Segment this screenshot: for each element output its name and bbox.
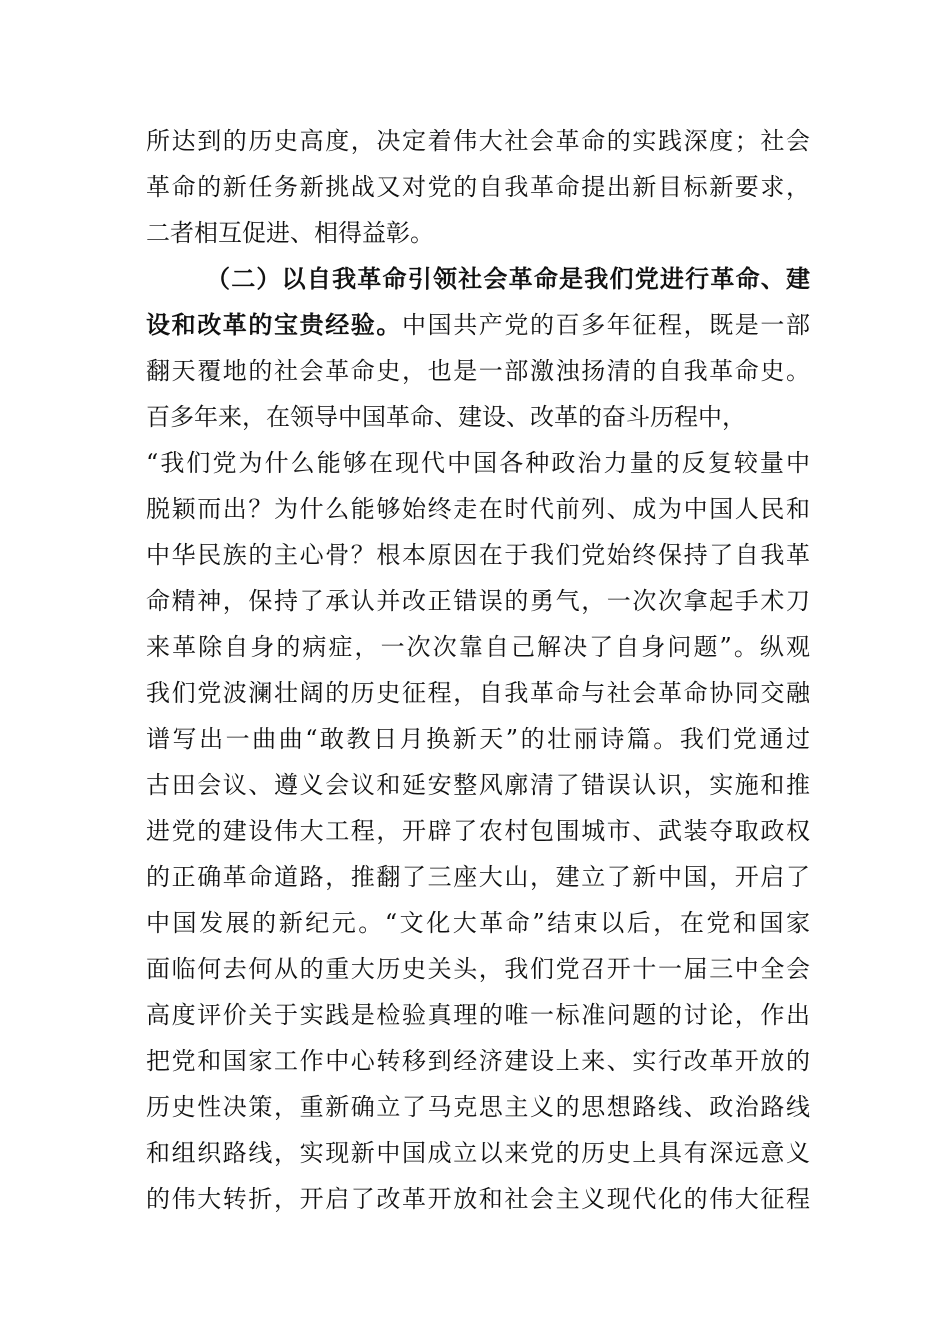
text-line: 进党的建设伟大工程，开辟了农村包围城市、武装夺取政权 [146, 817, 810, 845]
text-line: 所达到的历史高度，决定着伟大社会革命的实践深度；社会 [146, 127, 810, 155]
text-line: 的正确革命道路，推翻了三座大山，建立了新中国，开启了 [146, 863, 810, 891]
text-line: 我们党波澜壮阔的历史征程，自我革命与社会革命协同交融 [146, 679, 810, 707]
text-line: 脱颖而出？为什么能够始终走在时代前列、成为中国人民和 [146, 495, 810, 523]
body-text [146, 118, 810, 1222]
text-line: 中华民族的主心骨？根本原因在于我们党始终保持了自我革 [146, 541, 810, 569]
text-line: 面临何去何从的重大历史关头，我们党召开十一届三中全会 [146, 955, 810, 983]
text-line: 百多年来，在领导中国革命、建设、改革的奋斗历程中， [146, 403, 746, 431]
text-line: 历史性决策，重新确立了马克思主义的思想路线、政治路线 [146, 1093, 810, 1121]
text-line: 谱写出一曲曲“敢教日月换新天”的壮丽诗篇。我们党通过 [146, 725, 810, 753]
text-line: 命精神，保持了承认并改正错误的勇气，一次次拿起手术刀 [146, 587, 810, 615]
text-line [146, 302, 810, 348]
section-heading-end: 设和改革的宝贵经验。 [146, 310, 402, 339]
text-line: 高度评价关于实践是检验真理的唯一标准问题的讨论，作出 [146, 1001, 810, 1029]
text-run: 中国共产党的百多年征程，既是一部 [402, 311, 810, 339]
text-line: 革命的新任务新挑战又对党的自我革命提出新目标新要求， [146, 173, 810, 201]
text-line: 的伟大转折，开启了改革开放和社会主义现代化的伟大征程 [146, 1185, 810, 1213]
text-line: 和组织路线，实现新中国成立以来党的历史上具有深远意义 [146, 1139, 810, 1167]
text-line: 来革除自身的病症，一次次靠自己解决了自身问题”。纵观 [146, 633, 810, 661]
text-line: 把党和国家工作中心转移到经济建设上来、实行改革开放的 [146, 1047, 810, 1075]
text-line: 古田会议、遵义会议和延安整风廓清了错误认识，实施和推 [146, 771, 810, 799]
text-line: 中国发展的新纪元。“文化大革命”结束以后，在党和国家 [146, 909, 810, 937]
text-line: 翻天覆地的社会革命史，也是一部激浊扬清的自我革命史。 [146, 357, 810, 385]
section-heading: （二）以自我革命引领社会革命是我们党进行革命、建 [206, 264, 810, 293]
text-line: 二者相互促进、相得益彰。 [146, 219, 434, 247]
text-line: “我们党为什么能够在现代中国各种政治力量的反复较量中 [146, 449, 810, 477]
